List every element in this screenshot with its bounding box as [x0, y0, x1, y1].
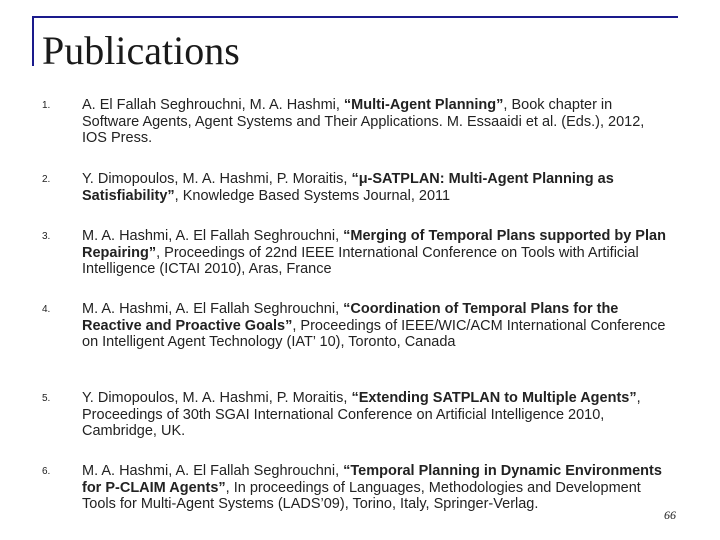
publication-number: 3. — [42, 231, 51, 242]
publication-citation — [82, 390, 672, 440]
publication-number: 6. — [42, 466, 51, 477]
publication-number: 5. — [42, 393, 51, 404]
publication-title: “Coordination of Temporal Plans for the Reactive and Proactive Goals” — [82, 301, 619, 334]
publication-number: 1. — [42, 100, 51, 111]
publication-citation — [82, 97, 672, 147]
publication-venue: , Knowledge Based Systems Journal, 2011 — [174, 187, 451, 204]
publication-authors: M. A. Hashmi, A. El Fallah Seghrouchni, — [82, 463, 344, 479]
publication-title: “μ-SATPLAN: Multi-Agent Planning as Satisfiability” — [82, 171, 614, 204]
publication-title: “Extending SATPLAN to Multiple Agents” — [351, 390, 637, 406]
publication-venue: , Proceedings of 22nd IEEE International Conference on Tools with Artificial Intelligence (ICTAI 2010), Aras, France — [82, 244, 639, 278]
publication-authors: Y. Dimopoulos, M. A. Hashmi, P. Moraitis, — [82, 171, 352, 187]
publication-citation — [82, 463, 672, 513]
publication-venue: , Proceedings of IEEE/WIC/ACM International Conference on Intelligent Agent Technology (IAT’ 10), Toronto, Canada — [82, 317, 666, 351]
publication-authors: M. A. Hashmi, A. El Fallah Seghrouchni, — [82, 228, 344, 244]
publication-title: “Temporal Planning in Dynamic Environments for P-CLAIM Agents” — [82, 463, 662, 496]
publication-venue: , In proceedings of Languages, Methodologies and Development Tools for Multi-Agent Systems (LADS’09), Torino, Italy, Springer-Verlag. — [82, 479, 641, 513]
publication-citation — [82, 228, 672, 278]
publication-number: 4. — [42, 304, 51, 315]
publication-citation — [82, 171, 672, 204]
publication-title: “Multi-Agent Planning” — [343, 97, 504, 113]
publication-venue: , Book chapter in Software Agents, Agent Systems and Their Applications. M. Essaaidi et al. (Eds.), 2012, IOS Press. — [82, 97, 645, 147]
publication-venue: , Proceedings of 30th SGAI International Conference on Artificial Intelligence 2010, Cambridge, UK. — [82, 390, 641, 440]
publication-authors: A. El Fallah Seghrouchni, M. A. Hashmi, — [82, 97, 344, 113]
publication-number: 2. — [42, 174, 51, 185]
publication-authors: Y. Dimopoulos, M. A. Hashmi, P. Moraitis, — [82, 390, 352, 406]
publication-authors: M. A. Hashmi, A. El Fallah Seghrouchni, — [82, 301, 344, 317]
page-title: Publications — [42, 28, 240, 73]
publication-citation — [82, 301, 672, 351]
publication-title: “Merging of Temporal Plans supported by Plan Repairing” — [82, 228, 666, 261]
page-number: 66 — [664, 508, 676, 522]
